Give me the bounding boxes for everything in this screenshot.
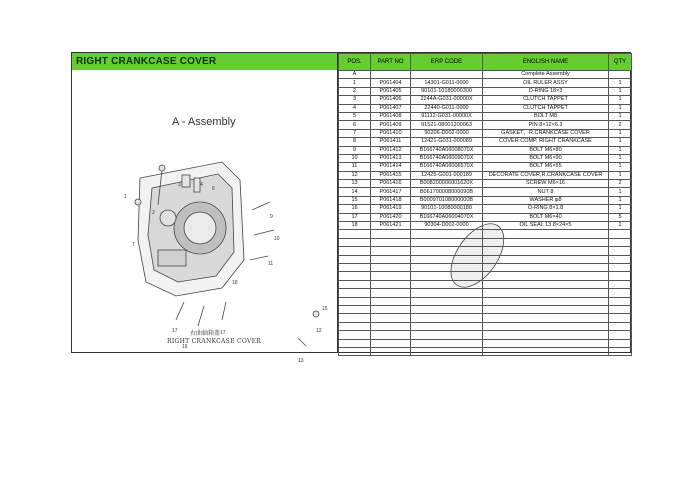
empty-cell	[609, 305, 632, 313]
cell-name: O-RING 18×3	[483, 87, 609, 95]
cell-qty: 1	[609, 196, 632, 204]
cell-qty: 1	[609, 104, 632, 112]
empty-cell	[483, 255, 609, 263]
empty-cell	[609, 263, 632, 271]
cell-erp-code: B166740A06008070X	[411, 146, 483, 154]
cell-qty: 1	[609, 138, 632, 146]
cell-name: BOLT M8	[483, 112, 609, 120]
cell-erp-code: B000970108000000B	[411, 196, 483, 204]
cell-pos: 8	[339, 138, 371, 146]
empty-row	[339, 255, 632, 263]
svg-text:4: 4	[200, 182, 203, 188]
empty-cell	[483, 247, 609, 255]
empty-row	[339, 272, 632, 280]
empty-cell	[609, 247, 632, 255]
table-row	[339, 180, 632, 188]
svg-text:2: 2	[152, 210, 155, 216]
table-row	[339, 196, 632, 204]
cell-qty: 2	[609, 180, 632, 188]
empty-cell	[371, 272, 411, 280]
empty-cell	[371, 347, 411, 355]
empty-cell	[339, 263, 371, 271]
caption-cn: 右曲轴箱盖	[190, 331, 221, 337]
cell-qty: 1	[609, 222, 632, 230]
header-english-name: ENGLISH NAME	[483, 54, 609, 71]
empty-cell	[411, 305, 483, 313]
empty-cell	[483, 322, 609, 330]
cell-part-no: P061407	[371, 104, 411, 112]
cell-part-no	[371, 71, 411, 79]
cell-erp-code: B008200006001620X	[411, 180, 483, 188]
svg-text:7: 7	[132, 242, 135, 248]
table-row	[339, 188, 632, 196]
svg-text:18: 18	[232, 280, 238, 286]
table-row	[339, 138, 632, 146]
cell-name: PIN 8×12×6.3	[483, 121, 609, 129]
cell-name: GASKET，R.CRANKCASE COVER	[483, 129, 609, 137]
cell-part-no: P061415	[371, 171, 411, 179]
cell-pos: 9	[339, 146, 371, 154]
cell-name: BOLT M6×80	[483, 146, 609, 154]
cell-erp-code: 91521-08001200063	[411, 121, 483, 129]
cell-name: OIL SEAL 13.8×24×5	[483, 222, 609, 230]
empty-cell	[371, 339, 411, 347]
table-row	[339, 154, 632, 162]
cell-pos: 3	[339, 96, 371, 104]
empty-row	[339, 331, 632, 339]
empty-cell	[411, 238, 483, 246]
cell-erp-code: B166740A06009070X	[411, 154, 483, 162]
empty-cell	[371, 230, 411, 238]
svg-text:17: 17	[220, 330, 226, 336]
empty-row	[339, 297, 632, 305]
cell-name: Complete Assembly	[483, 71, 609, 79]
empty-cell	[411, 322, 483, 330]
empty-cell	[339, 230, 371, 238]
empty-cell	[609, 255, 632, 263]
cell-erp-code: 91112-G031-00000X	[411, 112, 483, 120]
table-row	[339, 112, 632, 120]
empty-cell	[411, 289, 483, 297]
empty-cell	[339, 238, 371, 246]
cell-name: WASHER φ8	[483, 196, 609, 204]
cell-pos: 11	[339, 163, 371, 171]
sheet-title: RIGHT CRANKCASE COVER	[76, 56, 217, 67]
empty-cell	[609, 238, 632, 246]
cell-pos: 6	[339, 121, 371, 129]
table-row	[339, 104, 632, 112]
cell-name: BOLT M6×40	[483, 213, 609, 221]
empty-cell	[483, 263, 609, 271]
cell-part-no: P061419	[371, 205, 411, 213]
cell-name: OIL RULER ASSY	[483, 79, 609, 87]
empty-cell	[609, 331, 632, 339]
empty-cell	[339, 322, 371, 330]
cell-erp-code: 90101-10080000180	[411, 205, 483, 213]
cell-qty: 2	[609, 121, 632, 129]
empty-cell	[339, 347, 371, 355]
empty-cell	[609, 280, 632, 288]
cell-pos: 14	[339, 188, 371, 196]
svg-text:15: 15	[322, 306, 328, 312]
cell-erp-code: 12425-G001-000189	[411, 171, 483, 179]
cell-part-no: P061411	[371, 138, 411, 146]
svg-text:9: 9	[270, 214, 273, 220]
empty-cell	[609, 272, 632, 280]
empty-cell	[483, 331, 609, 339]
cell-part-no: P061413	[371, 154, 411, 162]
empty-cell	[339, 314, 371, 322]
cell-qty: 1	[609, 205, 632, 213]
cell-qty: 1	[609, 188, 632, 196]
cell-name: O-RING 8×1.8	[483, 205, 609, 213]
empty-cell	[483, 272, 609, 280]
cell-pos: 10	[339, 154, 371, 162]
cell-part-no: P061420	[371, 213, 411, 221]
cell-pos: 12	[339, 171, 371, 179]
cell-pos: 5	[339, 112, 371, 120]
cell-name: NUT 8	[483, 188, 609, 196]
cell-pos: 1	[339, 79, 371, 87]
cell-qty	[609, 71, 632, 79]
table-row	[339, 163, 632, 171]
cell-part-no: P061416	[371, 180, 411, 188]
empty-cell	[411, 272, 483, 280]
table-row	[339, 129, 632, 137]
empty-cell	[371, 247, 411, 255]
empty-row	[339, 314, 632, 322]
empty-cell	[339, 305, 371, 313]
cell-pos: 16	[339, 205, 371, 213]
cell-erp-code: B061700008000090B	[411, 188, 483, 196]
empty-cell	[371, 297, 411, 305]
table-row	[339, 146, 632, 154]
cell-part-no: P061410	[371, 129, 411, 137]
cell-pos: 7	[339, 129, 371, 137]
empty-cell	[411, 247, 483, 255]
svg-text:3: 3	[178, 182, 181, 188]
cell-name: BOLT M6×65	[483, 163, 609, 171]
empty-cell	[339, 339, 371, 347]
empty-cell	[411, 314, 483, 322]
cell-part-no: P061409	[371, 121, 411, 129]
assembly-label: A - Assembly	[172, 116, 236, 128]
table-row	[339, 171, 632, 179]
svg-text:10: 10	[274, 236, 280, 242]
empty-cell	[609, 289, 632, 297]
empty-cell	[483, 230, 609, 238]
empty-cell	[371, 238, 411, 246]
cell-pos: A	[339, 71, 371, 79]
empty-cell	[371, 322, 411, 330]
empty-cell	[483, 305, 609, 313]
header-pos: POS.	[339, 54, 371, 71]
empty-cell	[411, 263, 483, 271]
empty-row	[339, 305, 632, 313]
empty-cell	[609, 339, 632, 347]
table-row	[339, 213, 632, 221]
cell-erp-code: 2244A-G031-00000X	[411, 96, 483, 104]
svg-text:13: 13	[298, 358, 304, 364]
crankcase-illustration	[72, 70, 338, 364]
header-qty: QTY	[609, 54, 632, 71]
cell-erp-code: B166740A06004070X	[411, 213, 483, 221]
cell-erp-code: 90206-D002-0000	[411, 129, 483, 137]
empty-cell	[371, 280, 411, 288]
empty-row	[339, 238, 632, 246]
cell-erp-code: 12421-G031-000089	[411, 138, 483, 146]
empty-cell	[371, 305, 411, 313]
empty-cell	[339, 297, 371, 305]
empty-cell	[411, 255, 483, 263]
cell-name: DECORATE COVER,R.CRANKCASE COVER	[483, 171, 609, 179]
cell-erp-code: 90304-D002-0000	[411, 222, 483, 230]
empty-cell	[609, 347, 632, 355]
empty-row	[339, 289, 632, 297]
cell-part-no: P061406	[371, 96, 411, 104]
cell-pos: 18	[339, 222, 371, 230]
empty-cell	[339, 247, 371, 255]
cell-erp-code	[411, 71, 483, 79]
table-row	[339, 87, 632, 95]
svg-text:16: 16	[182, 344, 188, 350]
empty-cell	[371, 263, 411, 271]
empty-cell	[411, 297, 483, 305]
empty-cell	[371, 255, 411, 263]
table-row	[339, 222, 632, 230]
empty-row	[339, 322, 632, 330]
table-row	[339, 205, 632, 213]
empty-cell	[609, 297, 632, 305]
cell-erp-code: 14301-G011-0000	[411, 79, 483, 87]
cell-pos: 15	[339, 196, 371, 204]
empty-cell	[339, 280, 371, 288]
cell-qty: 1	[609, 96, 632, 104]
cell-name: BOLT M6×90	[483, 154, 609, 162]
cell-part-no: P061418	[371, 196, 411, 204]
cell-erp-code: 90101-10180000300	[411, 87, 483, 95]
cell-name: SCREW M6×16	[483, 180, 609, 188]
empty-cell	[609, 314, 632, 322]
cell-qty: 1	[609, 146, 632, 154]
title-bar	[72, 53, 338, 70]
empty-cell	[339, 289, 371, 297]
cell-pos: 13	[339, 180, 371, 188]
cell-erp-code: 22440-G011-0000	[411, 104, 483, 112]
cell-erp-code: B166740A06006570X	[411, 163, 483, 171]
empty-row	[339, 347, 632, 355]
empty-cell	[483, 280, 609, 288]
empty-cell	[483, 297, 609, 305]
cell-part-no: P061414	[371, 163, 411, 171]
empty-row	[339, 247, 632, 255]
table-row	[339, 79, 632, 87]
empty-cell	[371, 289, 411, 297]
table-header-row	[339, 54, 632, 71]
empty-cell	[339, 331, 371, 339]
table-row	[339, 71, 632, 79]
table-row	[339, 121, 632, 129]
parts-table	[338, 53, 632, 356]
empty-cell	[411, 331, 483, 339]
cell-name: CLUTCH TAPPET	[483, 104, 609, 112]
parts-sheet	[71, 52, 631, 364]
empty-cell	[483, 238, 609, 246]
cell-qty: 1	[609, 163, 632, 171]
empty-cell	[609, 230, 632, 238]
empty-cell	[483, 314, 609, 322]
header-part-no: PART NO	[371, 54, 411, 71]
exploded-drawing	[72, 70, 338, 364]
cell-part-no: P061408	[371, 112, 411, 120]
cell-pos: 2	[339, 87, 371, 95]
cell-qty: 5	[609, 213, 632, 221]
caption-en: RIGHT CRANKCASE COVER	[167, 338, 262, 345]
empty-row	[339, 280, 632, 288]
table-body	[339, 71, 632, 356]
empty-row	[339, 230, 632, 238]
cell-qty: 1	[609, 171, 632, 179]
empty-cell	[339, 255, 371, 263]
cell-part-no: P061412	[371, 146, 411, 154]
svg-text:6: 6	[212, 186, 215, 192]
empty-cell	[371, 314, 411, 322]
svg-text:12: 12	[316, 328, 322, 334]
empty-cell	[483, 339, 609, 347]
cell-part-no: P061417	[371, 188, 411, 196]
empty-row	[339, 339, 632, 347]
empty-cell	[609, 322, 632, 330]
cell-part-no: P061421	[371, 222, 411, 230]
empty-cell	[371, 331, 411, 339]
svg-text:1: 1	[124, 194, 127, 200]
cell-qty: 1	[609, 112, 632, 120]
empty-cell	[483, 347, 609, 355]
empty-cell	[411, 347, 483, 355]
table-row	[339, 96, 632, 104]
empty-cell	[411, 339, 483, 347]
cell-part-no: P061404	[371, 79, 411, 87]
empty-cell	[411, 230, 483, 238]
cell-part-no: P061405	[371, 87, 411, 95]
cell-pos: 17	[339, 213, 371, 221]
cell-qty: 1	[609, 79, 632, 87]
cell-qty: 1	[609, 154, 632, 162]
header-erp-code: ERP CODE	[411, 54, 483, 71]
cell-qty: 1	[609, 87, 632, 95]
empty-cell	[483, 289, 609, 297]
crankcase-cover-shape	[138, 162, 244, 296]
empty-row	[339, 263, 632, 271]
svg-text:17: 17	[172, 328, 178, 334]
empty-cell	[339, 272, 371, 280]
cell-qty: 1	[609, 129, 632, 137]
empty-cell	[411, 280, 483, 288]
svg-text:11: 11	[268, 261, 274, 267]
cell-name: CLUTCH TAPPET	[483, 96, 609, 104]
cell-name: COVER COMP. RIGHT CRANKCASE	[483, 138, 609, 146]
cell-pos: 4	[339, 104, 371, 112]
